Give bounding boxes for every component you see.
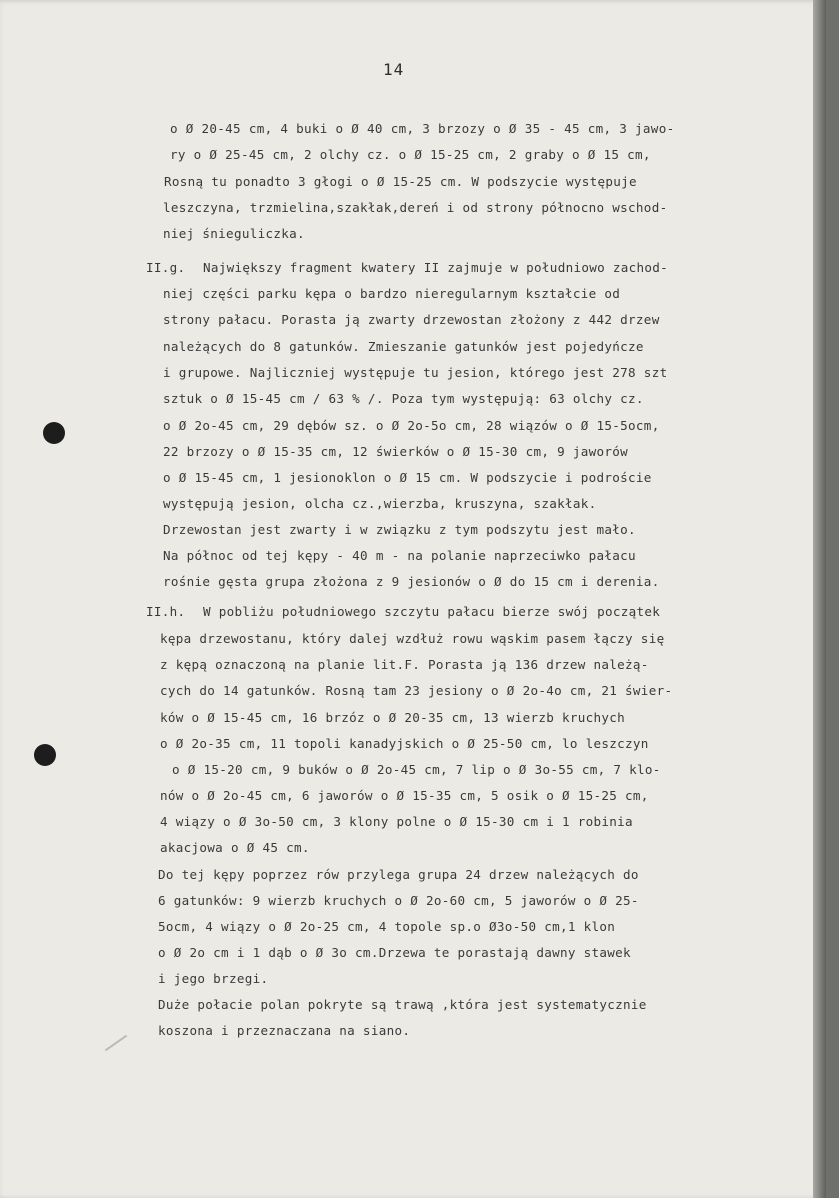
text-line: Na północ od tej kępy - 40 m - na polanie naprzeciwko pałacu <box>163 548 636 563</box>
text-line: o Ø 2o-45 cm, 29 dębów sz. o Ø 2o-5o cm, 28 wiązów o Ø 15-5ocm, <box>163 418 660 433</box>
text-line: o Ø 20-45 cm, 4 buki o Ø 40 cm, 3 brzozy o Ø 35 - 45 cm, 3 jawo- <box>170 121 675 136</box>
text-line: ry o Ø 25-45 cm, 2 olchy cz. o Ø 15-25 cm, 2 graby o Ø 15 cm, <box>170 147 651 162</box>
text-line: 4 wiązy o Ø 3o-50 cm, 3 klony polne o Ø 15-30 cm i 1 robinia <box>160 814 633 829</box>
pencil-mark <box>105 1035 127 1052</box>
text-line: i grupowe. Najliczniej występuje tu jesion, którego jest 278 szt <box>163 365 668 380</box>
text-line: Rosną tu ponadto 3 głogi o Ø 15-25 cm. W podszycie występuje <box>164 174 637 189</box>
page-edge-shadow <box>813 0 826 1198</box>
text-line: nów o Ø 2o-45 cm, 6 jaworów o Ø 15-35 cm, 5 osik o Ø 15-25 cm, <box>160 788 649 803</box>
text-line: leszczyna, trzmielina,szakłak,dereń i od strony północno wschod- <box>163 200 668 215</box>
text-line: o Ø 15-20 cm, 9 buków o Ø 2o-45 cm, 7 lip o Ø 3o-55 cm, 7 klo- <box>172 762 661 777</box>
binder-punch-hole <box>34 744 56 766</box>
text-line: o Ø 15-45 cm, 1 jesionoklon o Ø 15 cm. W podszycie i podroście <box>163 470 652 485</box>
text-line: o Ø 2o-35 cm, 11 topoli kanadyjskich o Ø 25-50 cm, lo leszczyn <box>160 736 649 751</box>
text-line: należących do 8 gatunków. Zmieszanie gatunków jest pojedyńcze <box>163 339 644 354</box>
text-line: W pobliżu południowego szczytu pałacu bierze swój początek <box>203 604 661 619</box>
section-marker: II.g. <box>146 260 186 275</box>
text-line: niej śnieguliczka. <box>163 226 305 241</box>
text-line: Największy fragment kwatery II zajmuje w południowo zachod- <box>203 260 669 275</box>
text-line: cych do 14 gatunków. Rosną tam 23 jesiony o Ø 2o-4o cm, 21 świer- <box>160 683 673 698</box>
page-number: 14 <box>383 60 405 79</box>
text-line: 22 brzozy o Ø 15-35 cm, 12 świerków o Ø 15-30 cm, 9 jaworów <box>163 444 629 459</box>
text-line: niej części parku kępa o bardzo nieregularnym kształcie od <box>163 286 621 301</box>
text-line: 6 gatunków: 9 wierzb kruchych o Ø 2o-60 cm, 5 jaworów o Ø 25- <box>158 893 639 908</box>
text-line: Drzewostan jest zwarty i w związku z tym podszytu jest mało. <box>163 522 636 537</box>
text-line: 5ocm, 4 wiązy o Ø 2o-25 cm, 4 topole sp.o Ø3o-50 cm,1 klon <box>158 919 616 934</box>
text-line: ków o Ø 15-45 cm, 16 brzóz o Ø 20-35 cm, 13 wierzb kruchych <box>160 710 626 725</box>
text-line: o Ø 2o cm i 1 dąb o Ø 3o cm.Drzewa te porastają dawny stawek <box>158 945 631 960</box>
text-line: występują jesion, olcha cz.,wierzba, kruszyna, szakłak. <box>163 496 597 511</box>
text-line: Do tej kępy poprzez rów przylega grupa 24 drzew należących do <box>158 867 639 882</box>
text-line: sztuk o Ø 15-45 cm / 63 % /. Poza tym występują: 63 olchy cz. <box>163 391 644 406</box>
text-line: z kępą oznaczoną na planie lit.F. Porasta ją 136 drzew należą- <box>160 657 649 672</box>
section-marker: II.h. <box>146 604 186 619</box>
text-line: i jego brzegi. <box>158 971 269 986</box>
binder-punch-hole <box>43 422 65 444</box>
text-line: koszona i przeznaczana na siano. <box>158 1023 411 1038</box>
text-line: Duże połacie polan pokryte są trawą ,która jest systematycznie <box>158 997 647 1012</box>
text-line: kępa drzewostanu, który dalej wzdłuż rowu wąskim pasem łączy się <box>160 631 665 646</box>
text-line: strony pałacu. Porasta ją zwarty drzewostan złożony z 442 drzew <box>163 312 660 327</box>
text-line: akacjowa o Ø 45 cm. <box>160 840 310 855</box>
text-line: rośnie gęsta grupa złożona z 9 jesionów o Ø do 15 cm i derenia. <box>163 574 660 589</box>
